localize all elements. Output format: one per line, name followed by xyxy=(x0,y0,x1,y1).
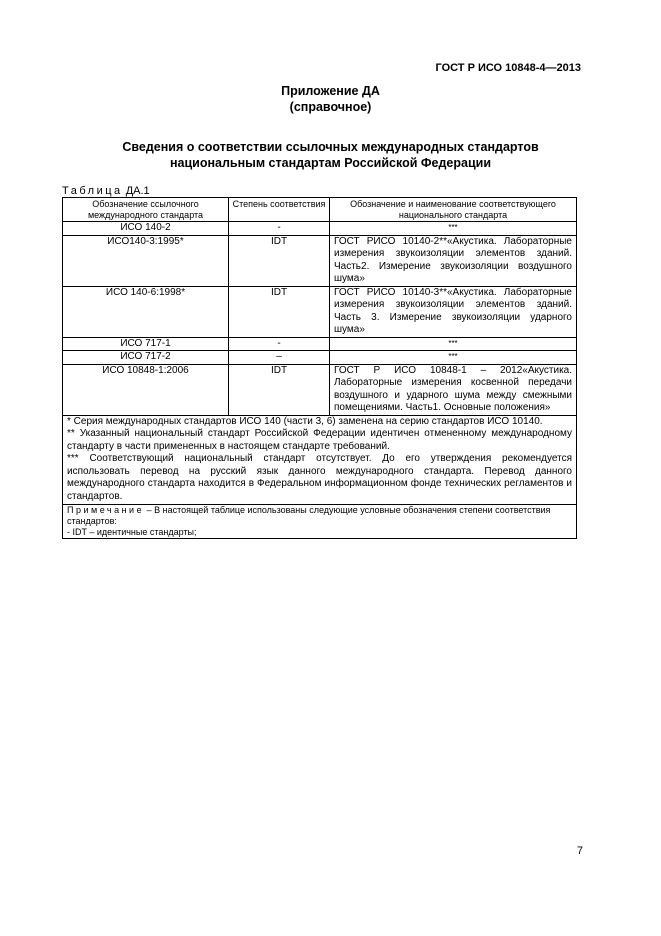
cell-ref: ИСО 717-1 xyxy=(63,337,229,351)
table-row xyxy=(63,222,577,236)
table-caption-word: Таблица xyxy=(62,185,123,197)
table-row xyxy=(63,337,577,351)
footnote-3: *** Соответствующий национальный стандарт отсутствует. До его утверждения рекомендуется использовать перевод на русский язык данного международного стандарта. Перевод данного международного стандарта находится в Федеральном информационном фонде технических регламентов и стандартов. xyxy=(67,453,572,503)
table-row xyxy=(63,351,577,365)
cell-degree: - xyxy=(229,222,330,236)
table-row xyxy=(63,364,577,415)
cell-national: *** xyxy=(330,222,577,236)
cell-ref: ИСО 717-2 xyxy=(63,351,229,365)
heading-line-2: национальным стандартам Российской Федерации xyxy=(169,156,492,170)
note-body: – В настоящей таблице использованы следующие условные обозначения степени соответствия стандартов: xyxy=(67,504,551,526)
cell-ref: ИСО 10848-1:2006 xyxy=(63,364,229,415)
annex-subtitle: (справочное) xyxy=(289,100,372,114)
cell-degree: IDT xyxy=(229,235,330,286)
footnotes-cell xyxy=(63,415,577,504)
footnote-1: * Серия международных стандартов ИСО 140 (части 3, 6) заменена на серию стандартов ИСО 10140. xyxy=(67,415,543,427)
footnote-2: ** Указанный национальный стандарт Российской Федерации идентичен отмененному международному стандарту в части примененных в настоящем стандарте требований. xyxy=(67,428,572,452)
page-number: 7 xyxy=(576,845,583,857)
note-item: - IDT – идентичные стандарты; xyxy=(67,526,197,537)
table-header-row xyxy=(63,198,577,222)
cell-national: ГОСТ Р ИСО 10848-1 – 2012«Акустика. Лабораторные измерения косвенной передачи воздушного и ударного шума между смежными помещениями. Часть1. Основные положения» xyxy=(330,364,577,415)
annex-title xyxy=(0,83,661,115)
annex-label: Приложение ДА xyxy=(281,84,380,98)
table-row xyxy=(63,286,577,337)
cell-degree: IDT xyxy=(229,364,330,415)
note-text xyxy=(67,505,572,527)
cell-degree: – xyxy=(229,351,330,365)
correspondence-table xyxy=(62,197,577,539)
section-heading xyxy=(0,139,661,171)
note-cell xyxy=(63,504,577,538)
note-row xyxy=(63,504,577,538)
cell-degree: - xyxy=(229,337,330,351)
table-caption xyxy=(62,185,150,197)
cell-degree: IDT xyxy=(229,286,330,337)
document-id: ГОСТ Р ИСО 10848-4—2013 xyxy=(435,62,581,74)
heading-line-1: Сведения о соответствии ссылочных международных стандартов xyxy=(122,140,539,154)
cell-ref: ИСО 140-6:1998* xyxy=(63,286,229,337)
table-caption-number: ДА.1 xyxy=(125,185,150,197)
footnotes-row xyxy=(63,415,577,504)
table-row xyxy=(63,235,577,286)
cell-national: *** xyxy=(330,337,577,351)
header-degree: Степень соответствия xyxy=(229,198,330,222)
note-label: Примечание xyxy=(67,504,145,515)
header-ref-standard: Обозначение ссылочного международного стандарта xyxy=(63,198,229,222)
header-national-standard: Обозначение и наименование соответствующего национального стандарта xyxy=(330,198,577,222)
cell-national: *** xyxy=(330,351,577,365)
cell-ref: ИСО 140-2 xyxy=(63,222,229,236)
cell-national: ГОСТ РИСО 10140-2**«Акустика. Лабораторные измерения звукоизоляции элементов зданий. Часть2. Измерение звукоизоляции воздушного шума» xyxy=(330,235,577,286)
cell-ref: ИСО140-3:1995* xyxy=(63,235,229,286)
cell-national: ГОСТ РИСО 10140-3**«Акустика. Лабораторные измерения звукоизоляции элементов зданий. Часть 3. Измерение звукоизоляции ударного шума» xyxy=(330,286,577,337)
